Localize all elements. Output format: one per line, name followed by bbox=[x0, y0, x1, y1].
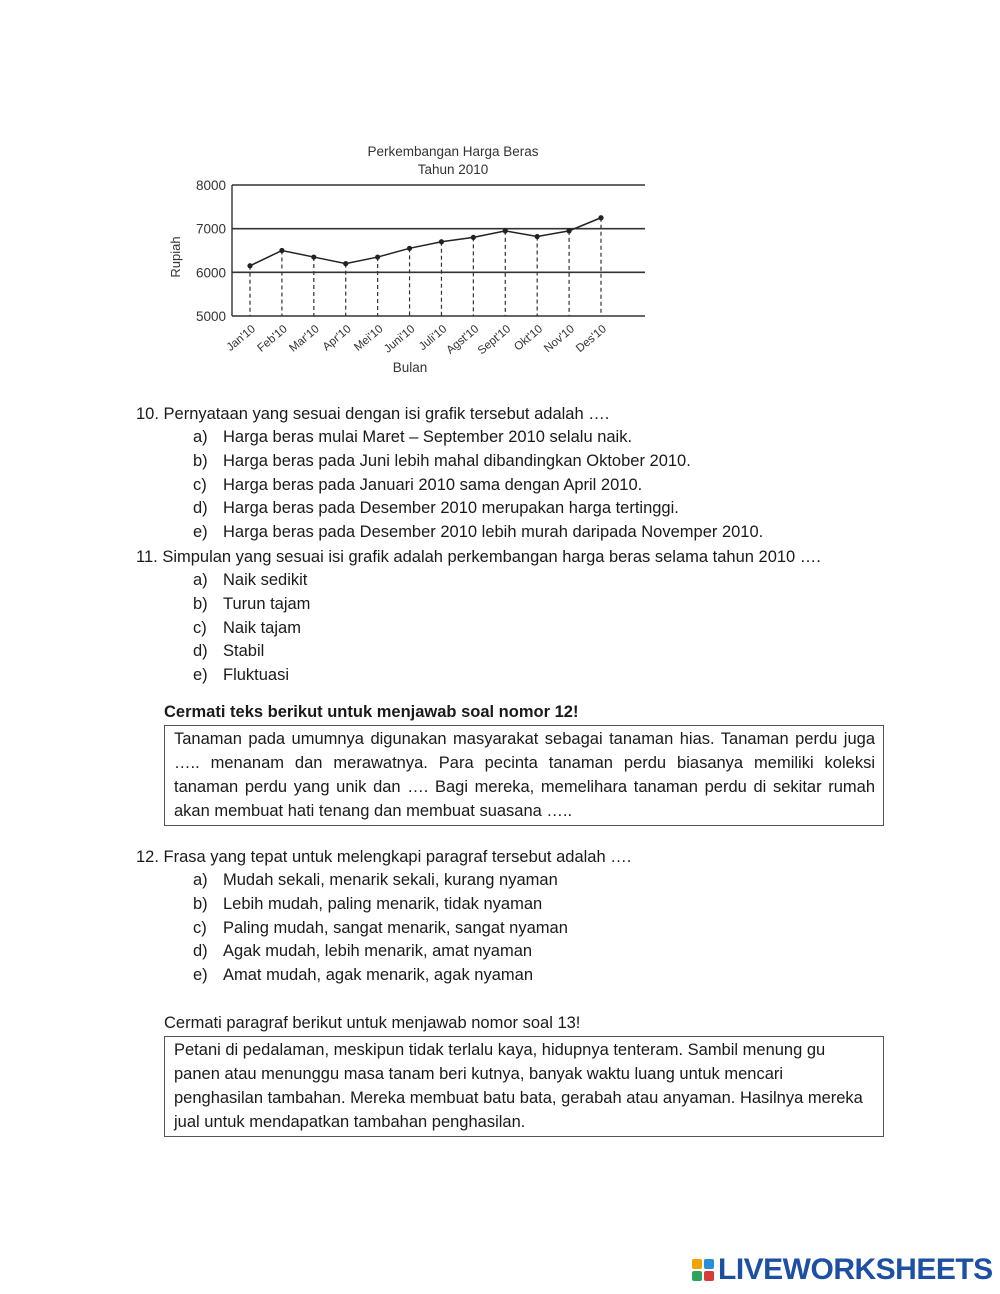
option-letter: e) bbox=[193, 666, 208, 685]
option-c[interactable] bbox=[193, 474, 763, 498]
option-letter: d) bbox=[193, 942, 208, 961]
passage-13-box: Petani di pedalaman, meskipun tidak terlalu kaya, hidupnya tenteram. Sambil menung gu panen atau menunggu masa tanam beri kutnya, banyak waktu luang untuk mencari penghasilan tambahan. Mereka membuat batu bata, gerabah atau anyaman. Hasilnya mereka jual untuk mendapatkan tambahan penghasilan. bbox=[164, 1036, 884, 1137]
option-text: Lebih mudah, paling menarik, tidak nyaman bbox=[223, 894, 543, 913]
chart-title: Perkembangan Harga Beras bbox=[367, 144, 539, 159]
option-c[interactable] bbox=[193, 917, 568, 941]
x-tick-label: Des'10 bbox=[574, 323, 609, 356]
price-series-line bbox=[250, 218, 601, 266]
question-number: 10. bbox=[136, 405, 159, 423]
data-point bbox=[311, 254, 316, 259]
option-text: Harga beras pada Desember 2010 lebih murah daripada Novemper 2010. bbox=[223, 523, 764, 542]
x-tick-label: Sept'10 bbox=[475, 323, 514, 358]
passage-12-heading: Cermati teks berikut untuk menjawab soal nomor 12! bbox=[164, 703, 579, 721]
option-letter: a) bbox=[193, 871, 208, 889]
question-10 bbox=[136, 402, 609, 426]
option-letter: a) bbox=[193, 428, 208, 446]
option-text: Mudah sekali, menarik sekali, kurang nyaman bbox=[223, 871, 558, 889]
option-a[interactable] bbox=[193, 569, 310, 593]
question-text: Pernyataan yang sesuai dengan isi grafik tersebut adalah …. bbox=[163, 405, 610, 423]
option-d[interactable] bbox=[193, 640, 310, 664]
option-text: Naik tajam bbox=[223, 618, 301, 637]
option-letter: a) bbox=[193, 571, 208, 589]
option-text: Harga beras mulai Maret – September 2010 selalu naik. bbox=[223, 428, 633, 446]
passage-13-heading: Cermati paragraf berikut untuk menjawab nomor soal 13! bbox=[164, 1014, 581, 1032]
option-e[interactable] bbox=[193, 964, 568, 988]
y-tick-label: 8000 bbox=[195, 178, 226, 193]
passage-12-box: Tanaman pada umumnya digunakan masyarakat sebagai tanaman hias. Tanaman perdu juga ….. menanam dan merawatnya. Para pecinta tanaman perdu biasanya memiliki koleksi tanaman perdu yang unik dan …. Bagi mereka, memelihara tanaman perdu di sekitar rumah akan membuat hati tenang dan membuat suasana ….. bbox=[164, 725, 884, 826]
chart-subtitle: Tahun 2010 bbox=[417, 162, 489, 177]
x-tick-label: Agst'10 bbox=[444, 323, 482, 357]
option-letter: c) bbox=[193, 618, 207, 637]
x-tick-label: Apr'10 bbox=[320, 323, 354, 354]
option-text: Stabil bbox=[223, 642, 265, 661]
option-text: Naik sedikit bbox=[223, 571, 308, 589]
data-point bbox=[247, 263, 252, 268]
option-letter: e) bbox=[193, 966, 208, 985]
question-10-options bbox=[193, 426, 763, 545]
x-tick-label: Feb'10 bbox=[255, 323, 290, 355]
option-e[interactable] bbox=[193, 521, 763, 545]
option-d[interactable] bbox=[193, 940, 568, 964]
option-letter: d) bbox=[193, 642, 208, 661]
data-point bbox=[375, 254, 380, 259]
data-point bbox=[471, 235, 476, 240]
option-a[interactable] bbox=[193, 426, 763, 450]
y-tick-label: 6000 bbox=[195, 265, 226, 281]
data-point bbox=[407, 246, 412, 251]
option-b[interactable] bbox=[193, 450, 763, 474]
question-11-options bbox=[193, 569, 310, 688]
option-letter: c) bbox=[193, 918, 207, 937]
chart-y-axis-label: Rupiah bbox=[168, 236, 183, 278]
question-12-options bbox=[193, 869, 568, 988]
y-tick-label: 7000 bbox=[195, 221, 226, 237]
option-letter: e) bbox=[193, 523, 208, 542]
option-text: Turun tajam bbox=[223, 594, 311, 613]
option-e[interactable] bbox=[193, 664, 310, 688]
data-point bbox=[566, 228, 571, 233]
question-12 bbox=[136, 845, 631, 869]
question-number: 12. bbox=[136, 848, 159, 866]
data-point bbox=[439, 239, 444, 244]
data-point bbox=[343, 261, 348, 266]
option-text: Harga beras pada Januari 2010 sama dengan April 2010. bbox=[223, 475, 643, 494]
logo-text: LIVEWORKSHEETS bbox=[718, 1253, 993, 1286]
question-text: Simpulan yang sesuai isi grafik adalah perkembangan harga beras selama tahun 2010 …. bbox=[162, 548, 821, 566]
option-d[interactable] bbox=[193, 497, 763, 521]
option-text: Fluktuasi bbox=[223, 666, 290, 685]
option-b[interactable] bbox=[193, 893, 568, 917]
x-tick-label: Juni'10 bbox=[382, 323, 418, 356]
x-tick-label: Juli'10 bbox=[416, 323, 450, 354]
option-c[interactable] bbox=[193, 617, 310, 641]
option-letter: d) bbox=[193, 499, 208, 518]
data-point bbox=[503, 228, 508, 233]
option-letter: b) bbox=[193, 594, 208, 613]
y-tick-label: 5000 bbox=[195, 309, 226, 324]
data-point bbox=[279, 248, 284, 253]
option-text: Amat mudah, agak menarik, agak nyaman bbox=[223, 966, 533, 985]
option-letter: c) bbox=[193, 475, 207, 494]
data-point bbox=[598, 215, 603, 220]
question-text: Frasa yang tepat untuk melengkapi paragraf tersebut adalah …. bbox=[163, 848, 632, 866]
liveworksheets-logo bbox=[692, 1253, 993, 1287]
chart-x-axis-label: Bulan bbox=[392, 360, 428, 375]
x-tick-label: Jan'10 bbox=[224, 323, 258, 354]
option-text: Paling mudah, sangat menarik, sangat nyaman bbox=[223, 918, 568, 937]
question-number: 11. bbox=[136, 548, 158, 566]
x-tick-label: Mei'10 bbox=[352, 323, 386, 354]
option-text: Harga beras pada Juni lebih mahal dibandingkan Oktober 2010. bbox=[223, 451, 691, 470]
x-tick-label: Mar'10 bbox=[287, 323, 322, 355]
data-point bbox=[535, 234, 540, 239]
option-b[interactable] bbox=[193, 593, 310, 617]
option-letter: b) bbox=[193, 894, 208, 913]
rice-price-chart bbox=[160, 135, 660, 380]
option-text: Agak mudah, lebih menarik, amat nyaman bbox=[223, 942, 533, 961]
question-11 bbox=[136, 545, 821, 569]
x-tick-label: Okt'10 bbox=[512, 323, 546, 354]
logo-mark-icon bbox=[692, 1259, 714, 1281]
option-text: Harga beras pada Desember 2010 merupakan harga tertinggi. bbox=[223, 499, 679, 518]
option-letter: b) bbox=[193, 451, 208, 470]
x-tick-label: Nov'10 bbox=[542, 323, 578, 356]
option-a[interactable] bbox=[193, 869, 568, 893]
